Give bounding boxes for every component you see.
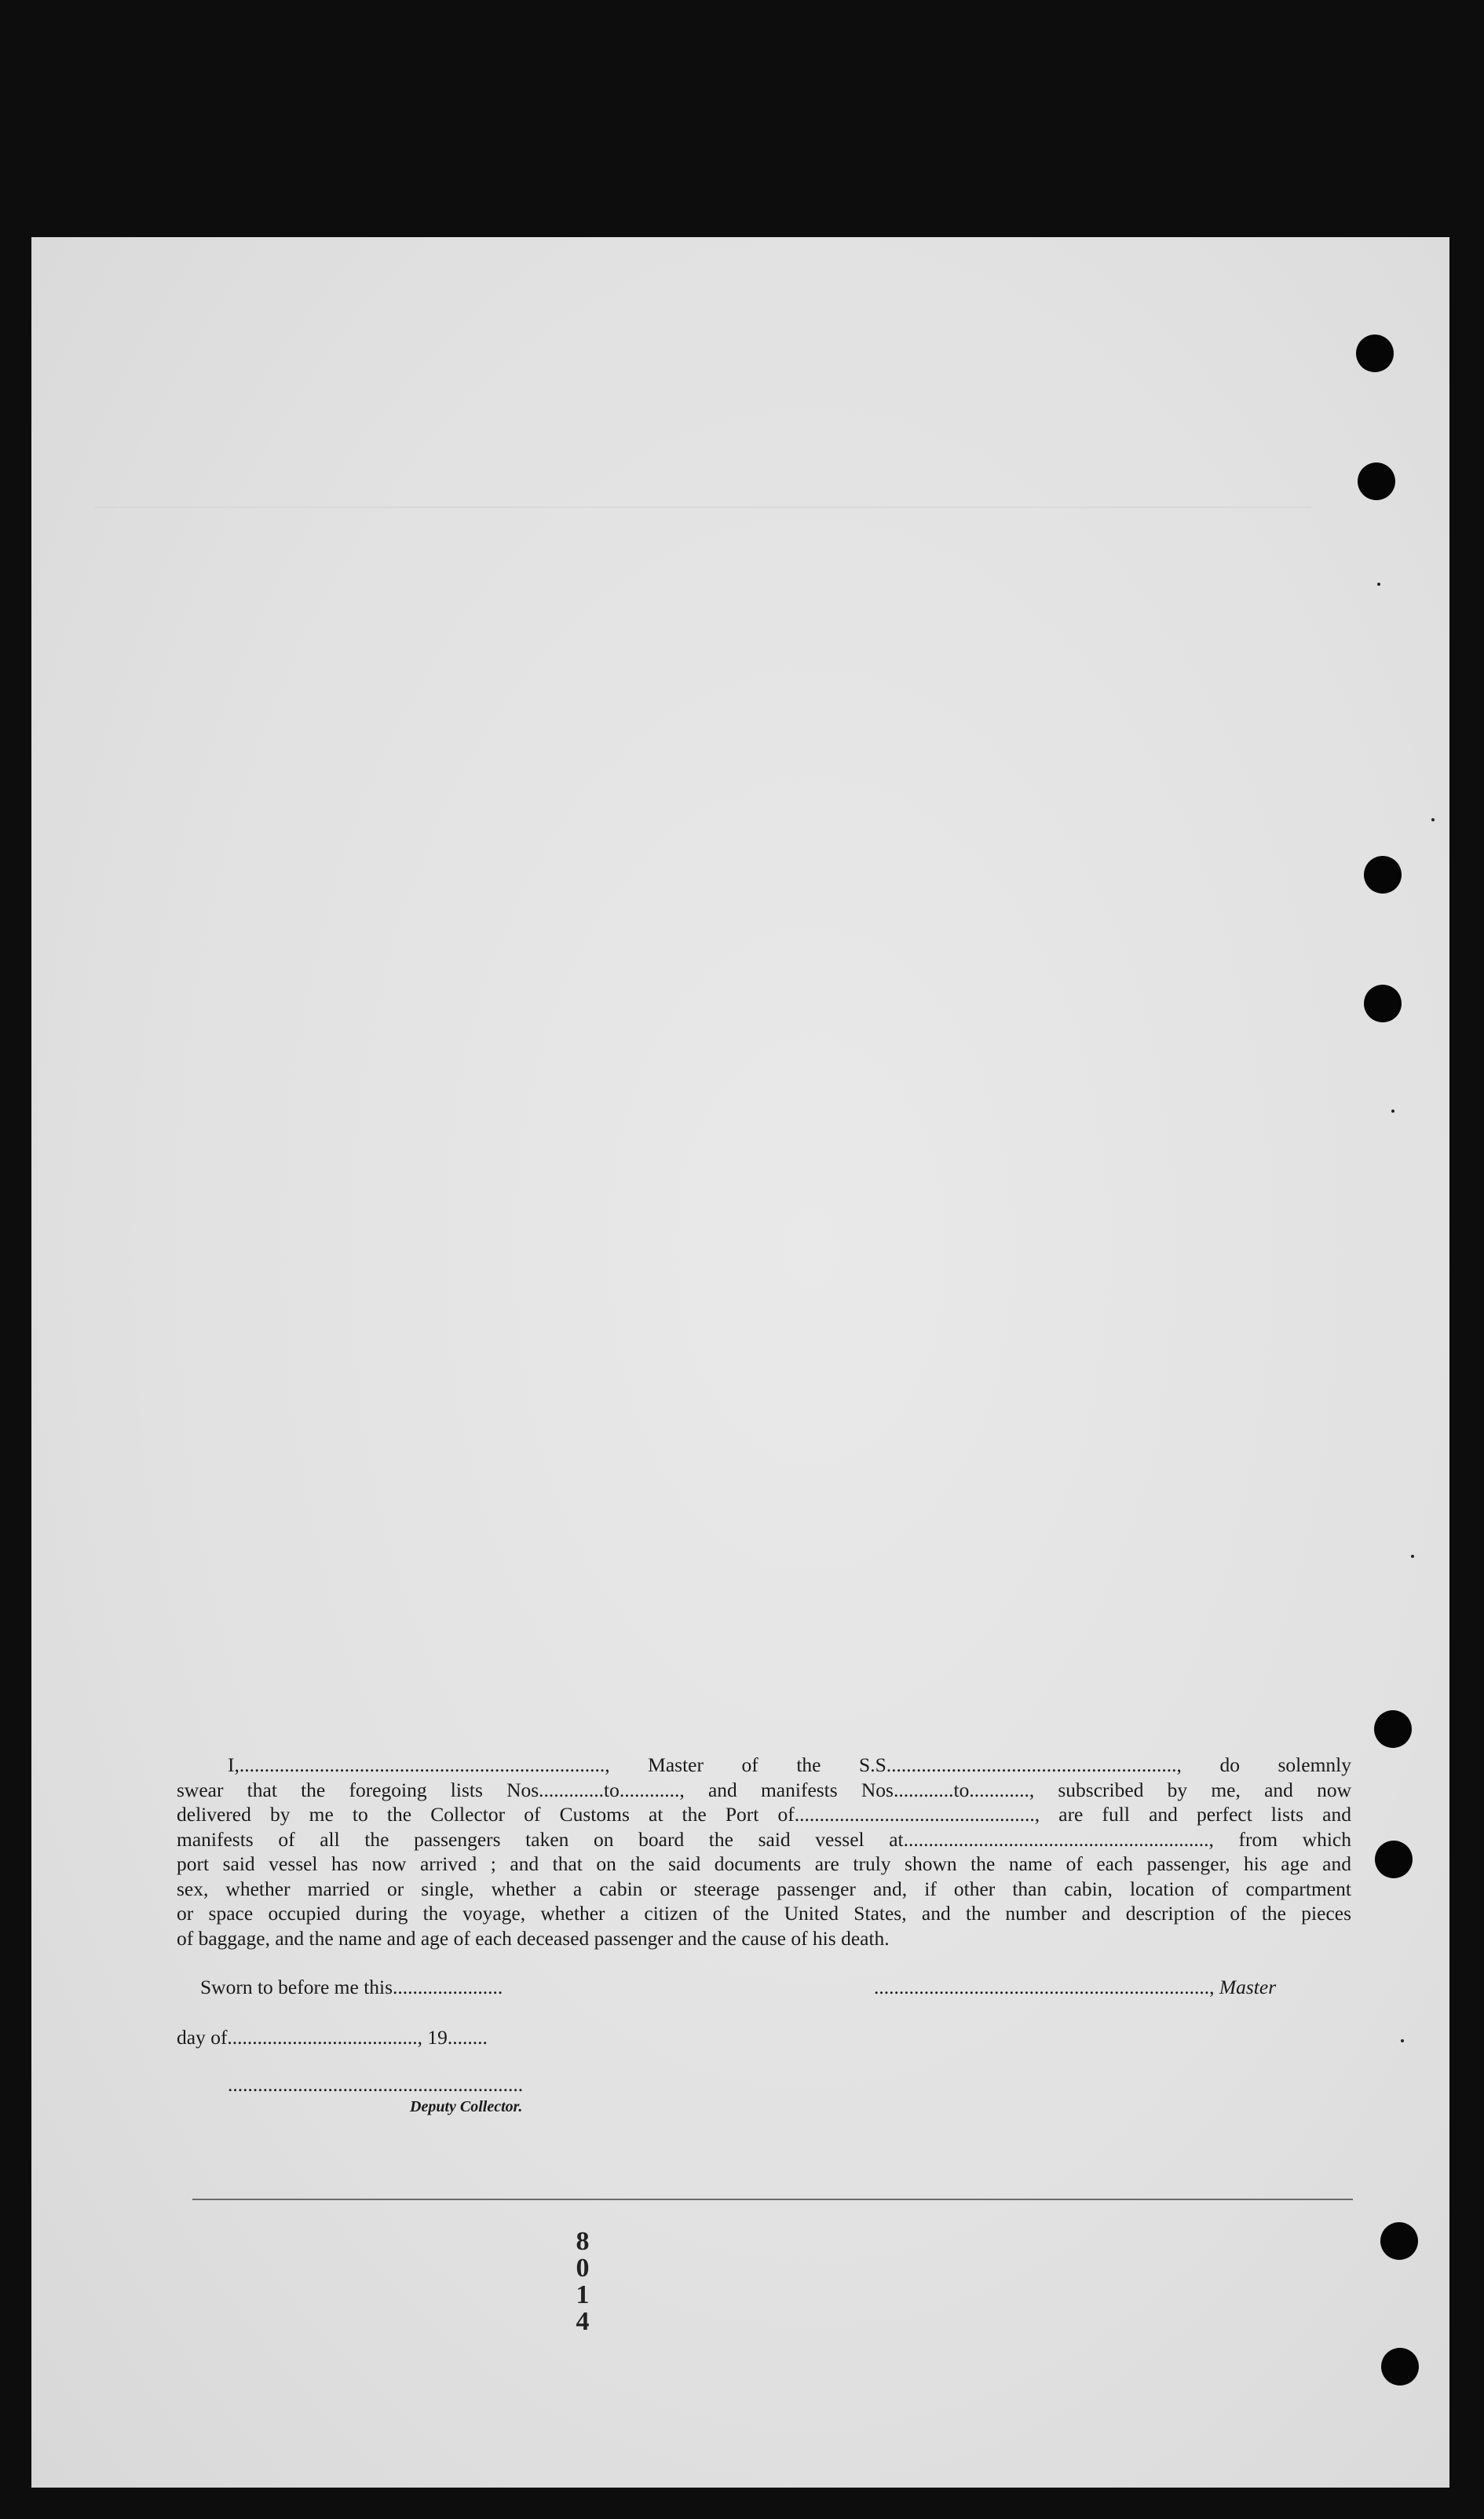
master-dots: ..................................................................., [874,1976,1215,1998]
oath-line-4: manifests of all the passengers taken on board the said vessel at............................................................., from which [177,1827,1351,1851]
speck [1411,1555,1414,1558]
day-of-text: day of......................................, 19........ [177,2026,488,2049]
deputy-collector-label: Deputy Collector. [410,2098,523,2115]
binder-hole-5 [1374,1710,1412,1748]
oath-line-7: or space occupied during the voyage, whether a citizen of the United States, and the number and description of the pieces [177,1902,1351,1925]
stamp-digit: 4 [576,2307,590,2336]
day-of-line [177,2026,488,2049]
deputy-dots: ........................................................... [228,2073,524,2096]
binder-hole-7 [1380,2222,1418,2260]
stamp-digit: 0 [576,2254,590,2283]
master-signature-line [874,1976,1276,1999]
oath-line-3: delivered by me to the Collector of Customs at the Port of................................................, are full and perfect lists and [177,1803,1351,1826]
oath-paragraph [177,1753,1351,1950]
stamp-digit: 1 [576,2280,590,2309]
speck [1377,583,1380,586]
stamp-digit: 8 [576,2227,590,2256]
binder-hole-4 [1364,985,1402,1022]
sworn-line [200,1976,503,1999]
faded-rule [94,506,1311,508]
stamped-number [567,2228,598,2335]
binder-hole-6 [1375,1841,1413,1878]
binder-hole-2 [1358,462,1395,500]
oath-line-6: sex, whether married or single, whether a cabin or steerage passenger and, if other than cabin, location of compartment [177,1877,1351,1900]
deputy-signature-line [228,2073,523,2097]
horizontal-rule [192,2199,1353,2200]
speck [1401,2039,1404,2042]
speck [1391,1110,1394,1113]
binder-hole-3 [1364,856,1402,894]
binder-hole-1 [1356,335,1394,372]
master-label: Master [1219,1976,1277,1998]
binder-hole-8 [1381,2348,1419,2386]
faded-header-text [200,334,1221,365]
document-sheet [31,237,1449,2488]
oath-line-1: I,........................................................................., Master of the S.S.........................................................., do solemnly [228,1753,1351,1776]
oath-line-5: port said vessel has now arrived ; and that on the said documents are truly shown the name of each passenger, his age and [177,1852,1351,1875]
oath-line-8: of baggage, and the name and age of each deceased passenger and the cause of his death. [177,1926,890,1950]
speck [1431,818,1435,821]
sworn-text: Sworn to before me this...................... [200,1976,503,1998]
oath-line-2: swear that the foregoing lists Nos.............to............, and manifests Nos............to............, subscribed by me, and now [177,1778,1351,1801]
